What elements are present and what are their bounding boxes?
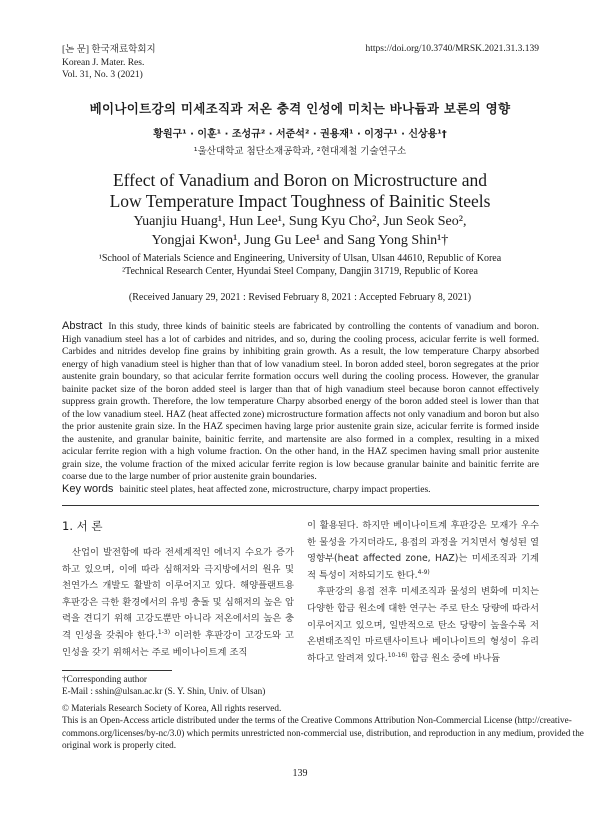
abstract-text: In this study, three kinds of bainitic steels are fabricated by controlling the contents of vanadium and boron. High vanadium steel has a lot of carbides and nitrides, and so, during the cooling process, acicular ferrite is well formed. Carbides and nitrides develop fine grains by inhibiting grain growth. As a result, the low temperature Charpy absorbed energy of high vanadium steel is higher than that of low vanadium steel. In boron added steel, boron segregates at the prior austenite grain boundary, so that acicular ferrite formation occurs well during the cooling process. However, the granular bainite packet size of the boron added steel is larger than that of high vanadium steel because boron cannot effectively suppress grain growth. Therefore, the low temperature Charpy absorbed energy of the boron added steel is lower than that of the low vanadium steel. HAZ (heat affected zone) microstructure formation affects not only vanadium and boron but also the prior austenite grain size. In the HAZ specimen having large prior austenite grain size, acicular ferrite is formed inside the austenite, and granular bainite, bainitic ferrite, and martensite are also formed in a complex, resulting in a mixed acicular ferrite region with a high volume fraction. On the other hand, in the HAZ specimen having small prior austenite grain size, the volume fraction of the mixed acicular ferrite region is low because granular bainite and bainitic ferrite are coarse due to the large number of prior austenite grain boundaries. xyxy=(62,321,539,482)
received-dates: (Received January 29, 2021 : Revised February 8, 2021 : Accepted February 8, 2021) xyxy=(128,292,472,303)
english-title xyxy=(0,170,600,212)
intro-paragraph-1-continued: 이 활용된다. 하지만 베이나이트계 후판강은 모재가 우수한 물성을 가지더라도, 용접의 과정을 거치면서 형성된 열영향부(heat affected zone, HAZ)는 미세조직과 기계적 특성이 저하되기도 한다.$^{4-9)}$ xyxy=(307,520,539,581)
corresponding-author-label: †Corresponding author xyxy=(62,674,147,684)
korean-affiliation: ¹울산대학교 첨단소재공학과, ²현대제철 기술연구소 xyxy=(193,146,407,157)
abstract xyxy=(62,320,539,484)
copyright-line-2: This is an Open-Access article distributed under the terms of the Creative Commons Attribution Non-Commercial License (http://creative- xyxy=(62,715,572,726)
english-authors xyxy=(0,213,600,250)
copyright-line-3: commons.org/licenses/by-nc/3.0) which permits unrestricted non-commercial use, distribution, and reproduction in any medium, provided the xyxy=(62,727,584,738)
keywords-text: bainitic steel plates, heat affected zone, microstructure, charpy impact properties. xyxy=(119,484,431,495)
page-number: 139 xyxy=(292,768,308,779)
section-divider xyxy=(62,505,539,506)
journal-name-korean: [논 문] 한국재료학회지 xyxy=(62,45,156,55)
journal-header xyxy=(62,44,156,82)
english-authors-line1: Yuanjiu Huang¹, Hun Lee¹, Sung Kyu Cho², Jun Seok Seo², xyxy=(133,214,467,229)
korean-title: 베이나이트강의 미세조직과 저온 충격 인성에 미치는 바나듐과 보론의 영향 xyxy=(89,101,511,116)
corresponding-email[interactable]: E-Mail : sshin@ulsan.ac.kr (S. Y. Shin, Univ. of Ulsan) xyxy=(62,685,266,696)
keywords xyxy=(62,483,539,495)
copyright-line-4: original work is properly cited. xyxy=(62,739,177,750)
keywords-label: Key words xyxy=(62,483,114,495)
journal-name-english: Korean J. Mater. Res. xyxy=(62,57,145,68)
english-affiliations xyxy=(0,253,600,278)
copyright-notice xyxy=(62,702,584,751)
copyright-line-1: © Materials Research Society of Korea, All rights reserved. xyxy=(62,703,282,713)
english-affiliation-1: ¹School of Materials Science and Engineering, University of Ulsan, Ulsan 44610, Republic of Korea xyxy=(98,253,502,264)
intro-paragraph-2: 후판강의 용접 전후 미세조직과 물성의 변화에 미치는 다양한 합금 원소에 대한 연구는 주로 탄소 당량에 따라서 이루어지고 있으며, 일반적으로 탄소 당량이 높을수록 저온변태조직인 마르텐사이트나 베이나이트의 형성이 유리하다고 알려져 있다.$^{10-16)}$ 합금 원소 중에 바나듐 xyxy=(307,586,539,664)
intro-paragraph-1: 산업이 발전함에 따라 전세계적인 에너지 수요가 증가하고 있으며, 이에 따라 심해저와 극지방에서의 원유 및 천연가스 개발도 활발히 이루어지고 있다. 해양플랜트용 후판강은 극한 환경에서의 유빙 충돌 및 심해저의 높은 압력을 견디기 위해 고강도뿐만 아니라 저온에서의 높은 충격 인성을 갖춰야 한다.$^{1-3)}$ 이러한 후판강이 고강도와 고인성을 갖기 위해서는 주로 베이나이트계 조직 xyxy=(62,547,295,658)
korean-authors: 황원구¹ · 이훈¹ · 조성규² · 서준석² · 권용재¹ · 이정구¹ · 신상용¹† xyxy=(153,129,447,140)
citation-ref: 10-16) xyxy=(387,651,408,659)
english-affiliation-2: ²Technical Research Center, Hyundai Steel Company, Dangjin 31719, Republic of Korea xyxy=(122,265,478,277)
journal-volume: Vol. 31, No. 3 (2021) xyxy=(62,70,143,80)
english-authors-line2: Yongjai Kwon¹, Jung Gu Lee¹ and Sang Yong Shin¹† xyxy=(151,232,449,248)
doi-link[interactable]: https://doi.org/10.3740/MRSK.2021.31.3.139 xyxy=(365,44,539,54)
english-title-line2: Low Temperature Impact Toughness of Bainitic Steels xyxy=(109,191,491,211)
corresponding-author-footnote xyxy=(62,674,265,697)
abstract-label: Abstract xyxy=(62,320,103,332)
body-column-left xyxy=(62,545,294,661)
english-title-line1: Effect of Vanadium and Boron on Microstructure and xyxy=(112,170,488,190)
citation-ref: 4-9) xyxy=(417,568,430,576)
section-heading-introduction: 1. 서 론 xyxy=(62,519,103,533)
body-column-right xyxy=(307,518,539,667)
citation-ref: 1-3) xyxy=(157,628,171,636)
footnote-divider xyxy=(62,670,172,671)
